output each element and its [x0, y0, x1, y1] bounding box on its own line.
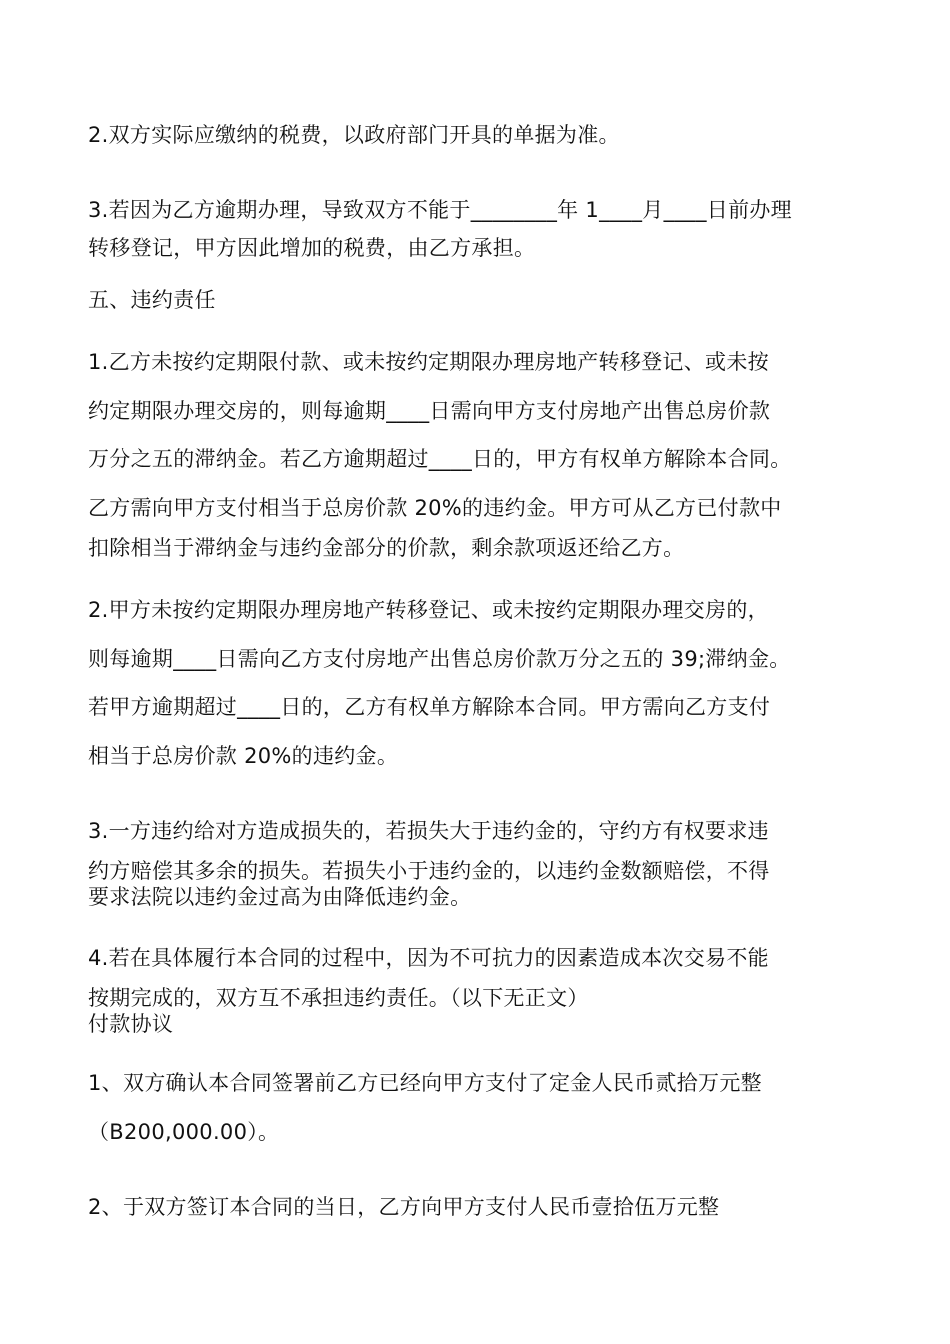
clause-1-line-4: 乙方需向甲方支付相当于总房价款 20%的违约金。甲方可从乙方已付款中: [88, 496, 782, 520]
payment-item-1-line-2: （B200,000.00）。: [88, 1120, 280, 1144]
clause-1-line-2: 约定期限办理交房的，则每逾期____日需向甲方支付房地产出售总房价款: [88, 399, 771, 423]
clause-2-line-2: 则每逾期____日需向乙方支付房地产出售总房价款万分之五的 39;滞纳金。: [88, 647, 791, 671]
section-heading-breach-liability: 五、违约责任: [88, 288, 216, 312]
clause-3-line-3: 要求法院以违约金过高为由降低违约金。: [88, 885, 472, 909]
payment-item-2-line-1: 2、于双方签订本合同的当日，乙方向甲方支付人民币壹拾伍万元整: [88, 1195, 720, 1219]
clause-3-line-2: 约方赔偿其多余的损失。若损失小于违约金的，以违约金数额赔偿，不得: [88, 859, 770, 883]
paragraph-tax-documents: 2.双方实际应缴纳的税费，以政府部门开具的单据为准。: [88, 123, 620, 147]
clause-4-line-2: 按期完成的，双方互不承担违约责任。（以下无正文）: [88, 986, 589, 1010]
payment-item-1-line-1: 1、双方确认本合同签署前乙方已经向甲方支付了定金人民币贰拾万元整: [88, 1071, 762, 1095]
clause-1-line-5: 扣除相当于滞纳金与违约金部分的价款，剩余款项返还给乙方。: [88, 536, 685, 560]
paragraph-overdue-registration-line-2: 转移登记，甲方因此增加的税费，由乙方承担。: [88, 236, 536, 260]
clause-3-line-1: 3.一方违约给对方造成损失的，若损失大于违约金的，守约方有权要求违: [88, 819, 769, 843]
clause-2-line-3: 若甲方逾期超过____日的，乙方有权单方解除本合同。甲方需向乙方支付: [88, 695, 771, 719]
clause-4-line-1: 4.若在具体履行本合同的过程中，因为不可抗力的因素造成本次交易不能: [88, 946, 769, 970]
heading-payment-agreement: 付款协议: [88, 1012, 174, 1036]
paragraph-overdue-registration-line-1: 3.若因为乙方逾期办理，导致双方不能于________年 1____月____日前办理: [88, 198, 792, 222]
clause-2-line-4: 相当于总房价款 20%的违约金。: [88, 744, 399, 768]
clause-2-line-1: 2.甲方未按约定期限办理房地产转移登记、或未按约定期限办理交房的，: [88, 598, 769, 622]
clause-1-line-3: 万分之五的滞纳金。若乙方逾期超过____日的，甲方有权单方解除本合同。: [88, 447, 792, 471]
clause-1-line-1: 1.乙方未按约定期限付款、或未按约定期限办理房地产转移登记、或未按: [88, 350, 769, 374]
